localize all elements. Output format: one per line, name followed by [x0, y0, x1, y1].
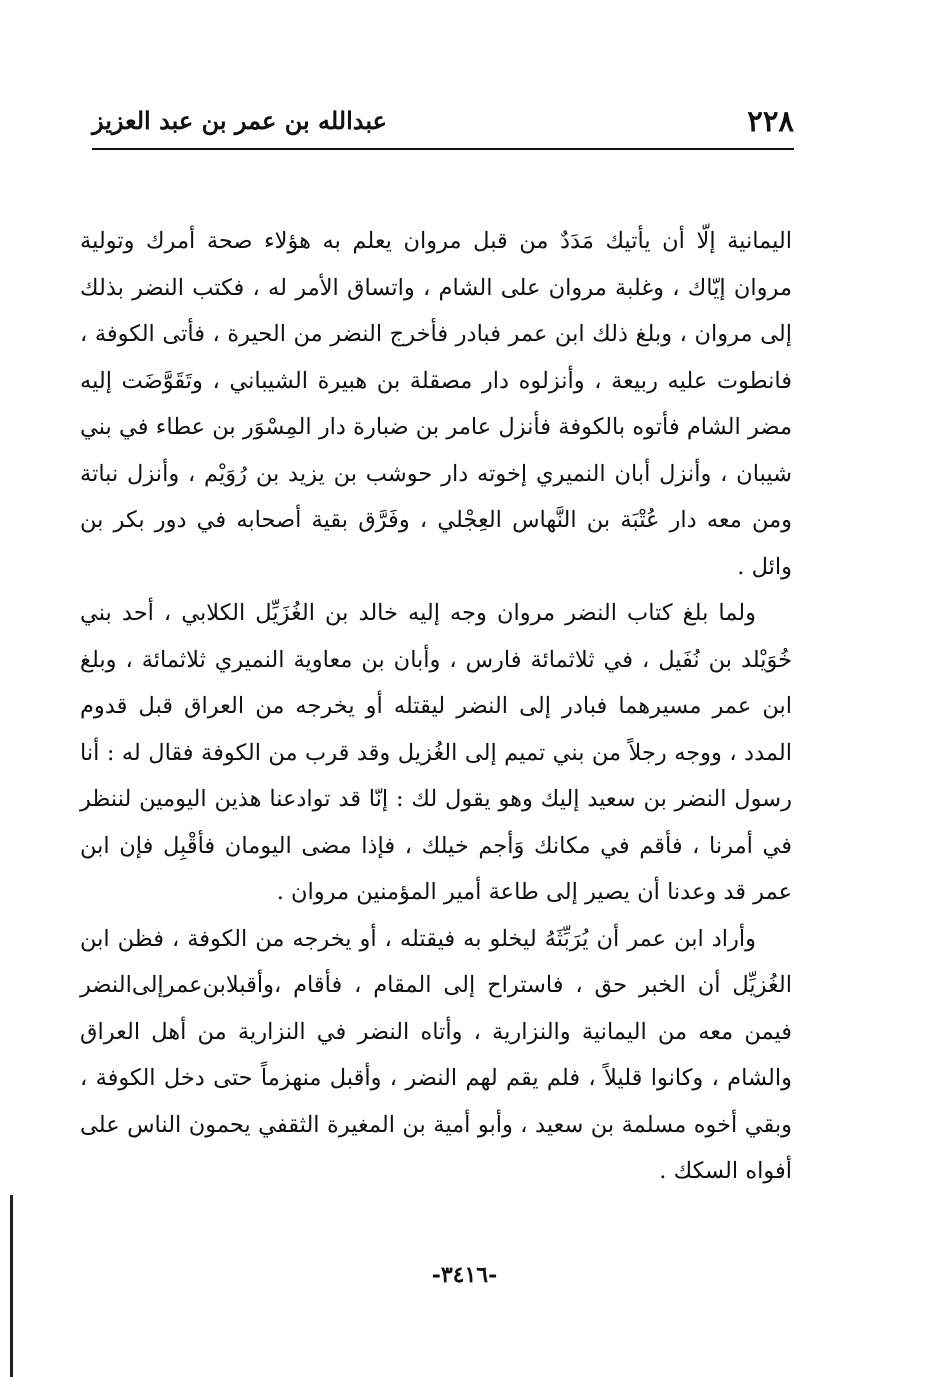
header-rule — [92, 148, 794, 150]
paragraph: وأراد ابن عمر أن يُرَبِّثَهُ ليخلو به فيقتله ، أو يخرجه من الكوفة ، فظن ابن الغُزيِّل أن الخبر حق ، فاستراح إلى المقام ، فأقام ،وأقبلابن‌عمرإلى‌النضر فيمن معه من اليمانية والنزارية ، وأتاه النضر في النزارية من أهل العراق والشام ، وكانوا قليلاً ، فلم يقم لهم النضر ، وأقبل منهزماً حتى دخل الكوفة ، وبقي أخوه مسلمة بن سعيد ، وأبو أمية بن المغيرة الثقفي يحمون الناس على أفواه السكك . — [80, 925, 792, 1184]
body-text — [80, 218, 792, 1195]
running-title: عبدالله بن عمر بن عبد العزيز — [92, 106, 387, 135]
footer-page-number: -٣٤١٦- — [431, 1262, 498, 1288]
paragraph: ولما بلغ كتاب النضر مروان وجه إليه خالد بن الغُزَيِّل الكلابي ، أحد بني خُوَيْلد بن نُفَيل ، في ثلاثمائة فارس ، وأبان بن معاوية النميري ثلاثمائة ، وبلغ ابن عمر مسيرهما فبادر إلى النضر ليقتله أو يخرجه من العراق قبل قدوم المدد ، ووجه رجلاً من بني تميم إلى الغُزيل وقد قرب من الكوفة فقال له : أنا رسول النضر بن سعيد إليك وهو يقول لك : إنّا قد توادعنا هذين اليومين لننظر في أمرنا ، فأقم في مكانك وَأجم خيلك ، فإذا مضى اليومان فأقْبِل فإن ابن عمر قد وعدنا أن يصير إلى طاعة أمير المؤمنين مروان . — [80, 600, 792, 905]
scan-edge-mark — [10, 1195, 13, 1377]
paragraph: اليمانية إلّا أن يأتيك مَدَدٌ من قبل مروان يعلم به هؤلاء صحة أمرك وتولية مروان إيّاك ، وغلبة مروان على الشام ، واتساق الأمر له ، فكتب النضر بذلك إلى مروان ، وبلغ ذلك ابن عمر فبادر فأخرج النضر من الحيرة ، فأتى الكوفة ، فانطوت عليه ربيعة ، وأنزلوه دار مصقلة بن هبيرة الشيباني ، وتَقَوَّضَت إليه مضر الشام فأتوه بالكوفة فأنزل عامر بن ضبارة دار المِسْوَر بن عطاء في بني شيبان ، وأنزل أبان النميري إخوته دار حوشب بن يزيد بن رُوَيْم ، وأنزل نباتة ومن معه دار عُتْبَة بن النَّهاس العِجْلي ، وفَرَّق بقية أصحابه في دور بكر بن وائل . — [80, 228, 792, 580]
page-number: ٢٢٨ — [747, 104, 794, 138]
page-header — [92, 100, 794, 146]
